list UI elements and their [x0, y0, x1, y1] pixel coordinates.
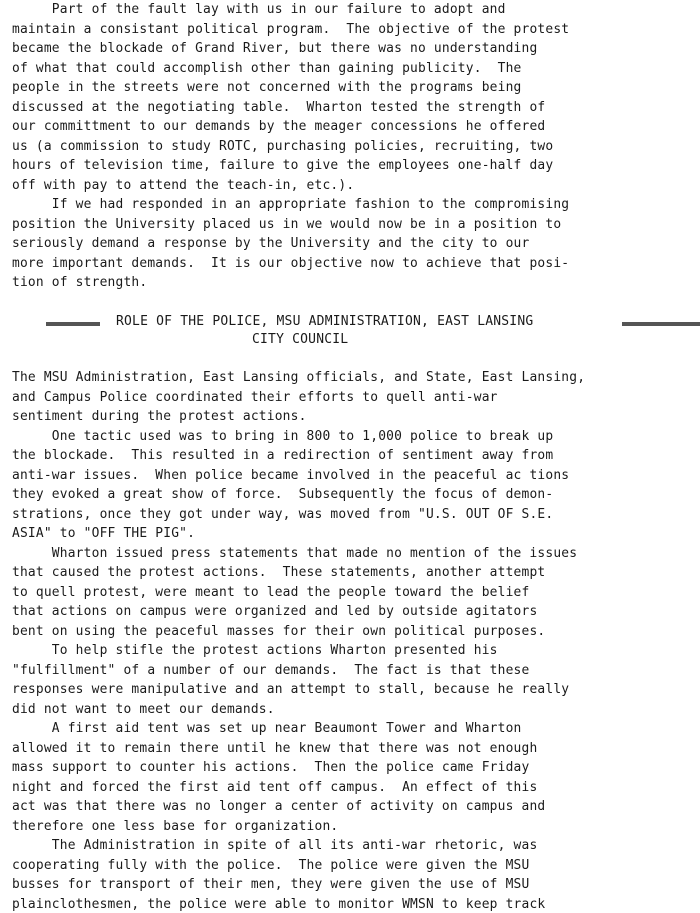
text-line: bent on using the peaceful masses for their own political purposes.: [12, 623, 546, 639]
text-line: off with pay to attend the teach-in, etc.).: [12, 177, 355, 193]
text-line: hours of television time, failure to give the employees one-half day: [12, 158, 554, 173]
text-line: The Administration in spite of all its anti-war rhetoric, was: [12, 838, 538, 853]
text-line: our committment to our demands by the meager concessions he offered: [12, 119, 546, 134]
text-line: plainclothesmen, the police were able to monitor WMSN to keep track: [12, 896, 546, 912]
text-line: the blockade. This resulted in a redirection of sentiment away from: [12, 448, 554, 463]
section-heading: [0, 308, 700, 348]
text-line: us (a commission to study ROTC, purchasing policies, recruiting, two: [12, 138, 554, 154]
text-line: sentiment during the protest actions.: [12, 409, 307, 424]
text-line: anti-war issues. When police became involved in the peaceful ac tions: [12, 467, 570, 483]
text-line: seriously demand a response by the University and the city to our: [12, 236, 530, 251]
section-heading-line1: ROLE OF THE POLICE, MSU ADMINISTRATION, EAST LANSING: [116, 314, 534, 329]
text-line: mass support to counter his actions. Then the police came Friday: [12, 760, 530, 775]
text-line: to quell protest, were meant to lead the people toward the belief: [12, 584, 530, 600]
text-line: The MSU Administration, East Lansing officials, and State, East Lansing,: [12, 370, 586, 385]
text-line: that actions on campus were organized and led by outside agitators: [12, 604, 538, 619]
text-line: position the University placed us in we would now be in a position to: [12, 216, 562, 232]
text-line: did not want to meet our demands.: [12, 701, 275, 717]
text-line: therefore one less base for organization.: [12, 818, 339, 834]
text-line: discussed at the negotiating table. Wharton tested the strength of: [12, 99, 546, 115]
text-line: To help stifle the protest actions Wharton presented his: [12, 643, 498, 658]
text-line: "fulfillment" of a number of our demands. The fact is that these: [12, 662, 530, 678]
section-heading-line2: CITY COUNCIL: [252, 332, 349, 347]
text-line: Part of the fault lay with us in our failure to adopt and: [12, 2, 506, 17]
text-line: they evoked a great show of force. Subsequently the focus of demon-: [12, 487, 554, 502]
text-line: A first aid tent was set up near Beaumont Tower and Wharton: [12, 721, 522, 736]
text-line: more important demands. It is our objective now to achieve that posi-: [12, 255, 570, 271]
text-line: became the blockade of Grand River, but there was no understanding: [12, 41, 538, 56]
bottom-text-block: [12, 368, 696, 913]
text-line: people in the streets were not concerned with the programs being: [12, 80, 522, 95]
text-line: strations, once they got under way, was moved from "U.S. OUT OF S.E.: [12, 506, 554, 522]
text-line: Wharton issued press statements that made no mention of the issues: [12, 545, 578, 561]
text-line: ASIA" to "OFF THE PIG".: [12, 526, 196, 541]
text-line: act was that there was no longer a center of activity on campus and: [12, 799, 546, 814]
text-line: tion of strength.: [12, 275, 148, 290]
text-line: allowed it to remain there until he knew that there was not enough: [12, 740, 538, 756]
top-text-block: [12, 0, 696, 293]
heading-rule-left: [46, 322, 100, 326]
text-line: of what that could accomplish other than gaining publicity. The: [12, 60, 522, 76]
text-line: maintain a consistant political program. The objective of the protest: [12, 21, 570, 37]
text-line: night and forced the first aid tent off campus. An effect of this: [12, 779, 538, 795]
text-line: and Campus Police coordinated their efforts to quell anti-war: [12, 389, 498, 405]
text-line: One tactic used was to bring in 800 to 1,000 police to break up: [12, 428, 554, 444]
text-line: responses were manipulative and an attempt to stall, because he really: [12, 682, 570, 697]
text-line: cooperating fully with the police. The police were given the MSU: [12, 857, 530, 873]
text-line: busses for transport of their men, they were given the use of MSU: [12, 877, 530, 892]
text-line: If we had responded in an appropriate fashion to the compromising: [12, 197, 570, 212]
heading-rule-right: [622, 322, 700, 326]
text-line: that caused the protest actions. These statements, another attempt: [12, 565, 546, 580]
